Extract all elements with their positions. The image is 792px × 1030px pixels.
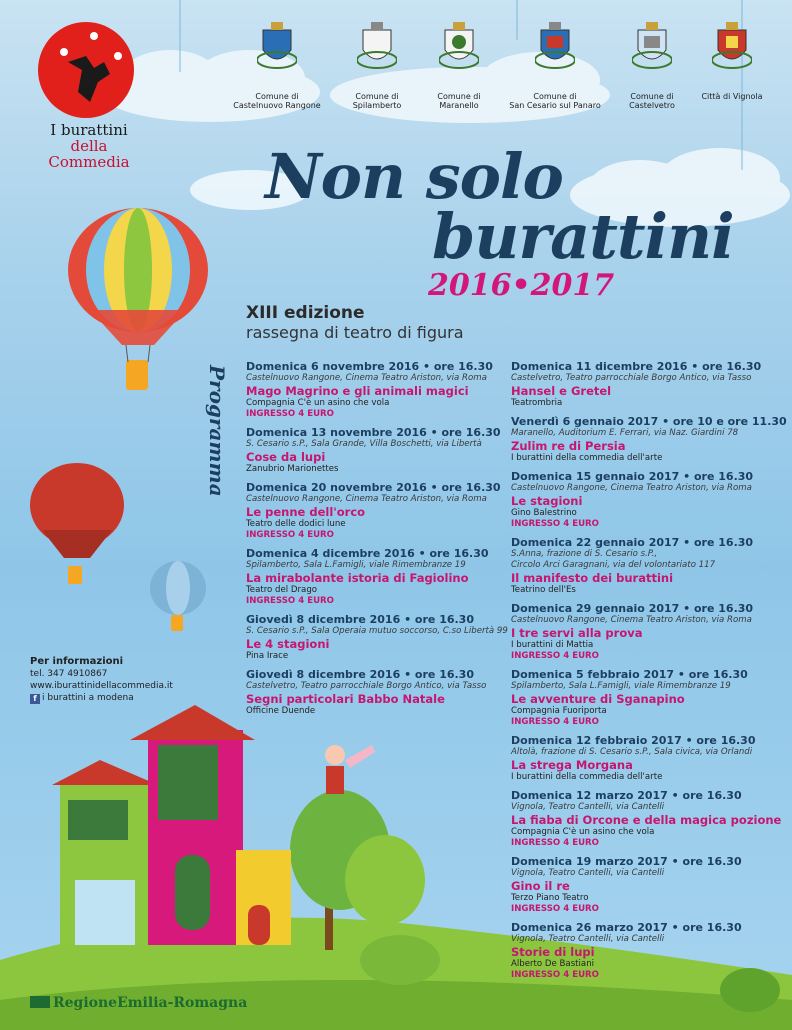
balloon-red [30,463,124,584]
title-line-1: Non solo [265,140,563,213]
info-website[interactable]: www.iburattinidellacommedia.it [30,681,173,691]
edition-label: XIII edizione [246,303,365,323]
crest-icon [632,20,672,70]
title-line-2: burattini [432,200,734,273]
comune-vignola: Città di Vignola [698,20,766,101]
event-item: Domenica 22 gennaio 2017 • ore 16.30 S.Anna, frazione di S. Cesario s.P., Circolo Arci Garagnani, via del volontariato 117 Il manifesto dei burattini Teatrino dell'Es [511,536,754,595]
comune-castelnuovo: Comune di Castelnuovo Rangone [232,20,322,110]
crest-icon [257,20,297,70]
event-item: Giovedì 8 dicembre 2016 • ore 16.30 S. Cesario s.P., Sala Operaia mutuo soccorso, C.so Libertà 99 Le 4 stagioni Pina Irace [246,613,508,661]
season-years: 2016•2017 [428,268,615,303]
event-item: Domenica 11 dicembre 2016 • ore 16.30 Castelvetro, Teatro parrocchiale Borgo Antico, via Tasso Hansel e Gretel Teatrombria [511,360,762,408]
events-right-column [511,360,787,987]
event-item: Domenica 13 novembre 2016 • ore 16.30 S. Cesario s.P., Sala Grande, Villa Boschetti, via Libertà Cose da lupi Zanubrio Marionettes [246,426,501,474]
regione-logo: RegioneEmilia-Romagna [30,995,247,1011]
events-left-column [246,360,506,723]
comune-maranello: Comune di Maranello [427,20,491,110]
logo-subtitle: della Commedia [48,137,130,171]
comune-castelvetro: Comune di Castelvetro [620,20,684,110]
balloon-blue [150,561,206,631]
event-item: Domenica 29 gennaio 2017 • ore 16.30 Castelnuovo Rangone, Cinema Teatro Ariston, via Roma I tre servi alla prova I burattini di Mattia INGRESSO 4 EURO [511,602,754,661]
event-item: Venerdì 6 gennaio 2017 • ore 10 e ore 11.30 Maranello, Auditorium E. Ferrari, via Naz. Giardini 78 Zulim re di Persia I burattini della commedia dell'arte [511,415,787,463]
event-item: Domenica 26 marzo 2017 • ore 16.30 Vignola, Teatro Cantelli, via Cantelli Storie di lupi Alberto De Bastiani INGRESSO 4 EURO [511,921,742,980]
crest-icon [535,20,575,70]
event-item: Domenica 12 marzo 2017 • ore 16.30 Vignola, Teatro Cantelli, via Cantelli La fiaba di Orcone e della magica pozione Compagnia C'è un asino che vola INGRESSO 4 EURO [511,789,782,848]
programma-label: Programma [205,365,229,497]
event-item: Domenica 4 dicembre 2016 • ore 16.30 Spilamberto, Sala L.Famigli, viale Rimembranze 19 La mirabolante istoria di Fagiolino Teatro del Drago INGRESSO 4 EURO [246,547,489,606]
comune-spilamberto: Comune di Spilamberto [342,20,412,110]
info-phone: tel. 347 4910867 [30,669,108,679]
logo [30,22,148,170]
houses [52,705,291,945]
info-heading: Per informazioni [30,656,124,667]
crest-icon [357,20,397,70]
contact-info [30,656,173,704]
event-item: Giovedì 8 dicembre 2016 • ore 16.30 Castelvetro, Teatro parrocchiale Borgo Antico, via Tasso Segni particolari Babbo Natale Officine Duende [246,668,487,716]
event-item: Domenica 20 novembre 2016 • ore 16.30 Castelnuovo Rangone, Cinema Teatro Ariston, via Roma Le penne dell'orco Teatro delle dodici lune INGRESSO 4 EURO [246,481,501,540]
puppet-figure [325,745,375,794]
event-item: Domenica 6 novembre 2016 • ore 16.30 Castelnuovo Rangone, Cinema Teatro Ariston, via Roma Mago Magrino e gli animali magici Compagnia C'è un asino che vola INGRESSO 4 EURO [246,360,493,419]
event-item: Domenica 15 gennaio 2017 • ore 16.30 Castelnuovo Rangone, Cinema Teatro Ariston, via Roma Le stagioni Gino Balestrino INGRESSO 4 EURO [511,470,754,529]
event-item: Domenica 12 febbraio 2017 • ore 16.30 Altolà, frazione di S. Cesario s.P., Sala civica, via Orlandi La strega Morgana I burattini della commedia dell'arte [511,734,756,782]
event-item: Domenica 19 marzo 2017 • ore 16.30 Vignola, Teatro Cantelli, via Cantelli Gino il re Terzo Piano Teatro INGRESSO 4 EURO [511,855,742,914]
info-facebook[interactable]: f i burattini a modena [30,692,173,704]
logo-puppet-icon [38,22,134,118]
logo-title: I burattini [50,121,128,139]
regione-mark-icon [30,996,50,1008]
subtitle: rassegna di teatro di figura [246,323,464,342]
crest-icon [712,20,752,70]
crest-icon [439,20,479,70]
event-item: Domenica 5 febbraio 2017 • ore 16.30 Spilamberto, Sala L.Famigli, viale Rimembranze 19 Le avventure di Sganapino Compagnia Fuoriporta INGRESSO 4 EURO [511,668,748,727]
balloon-large [68,208,208,390]
facebook-icon: f [30,694,40,704]
comune-san-cesario: Comune di San Cesario sul Panaro [505,20,605,110]
